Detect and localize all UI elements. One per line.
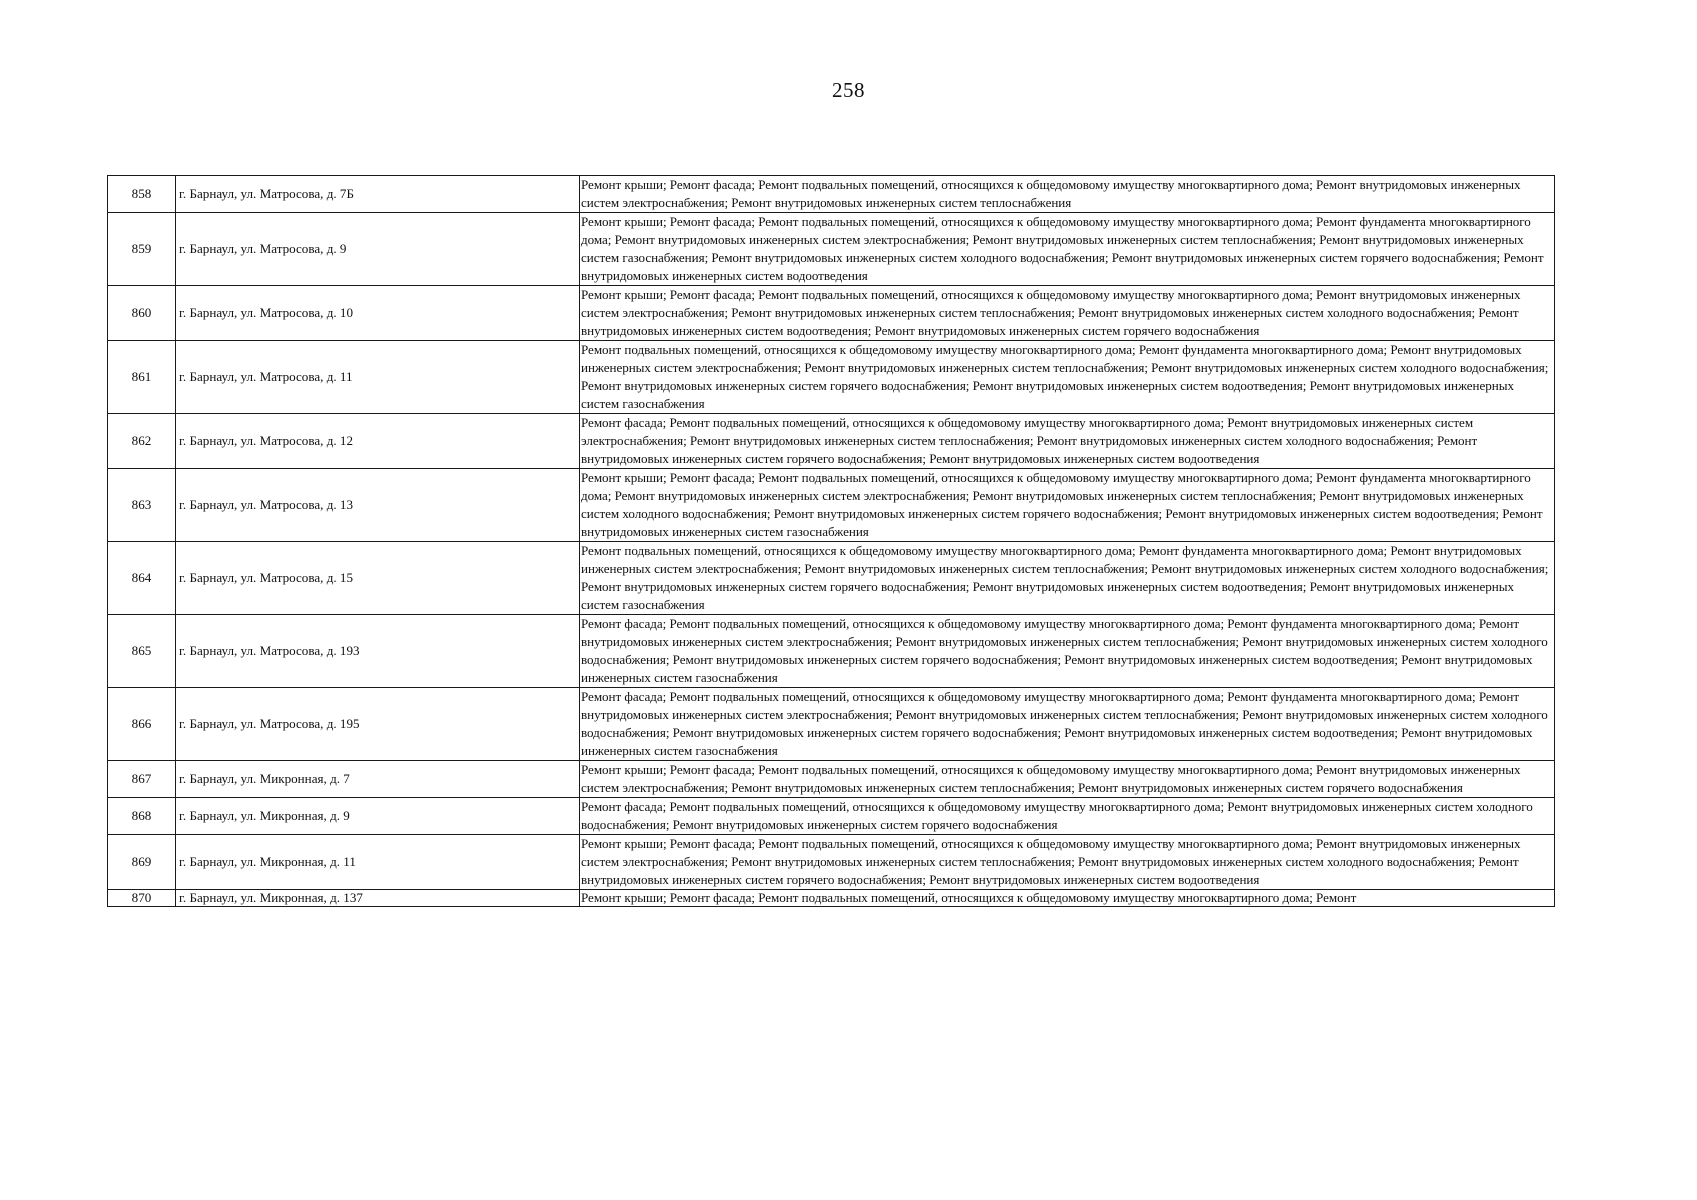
repair-works-cell: Ремонт фасада; Ремонт подвальных помещений, относящихся к общедомовому имуществу многоквартирного дома; Ремонт внутридомовых инженерных систем холодного водоснабжения; Ремонт внутридомовых инженерных систем горячего водоснабжения — [580, 798, 1555, 835]
repair-works-cell: Ремонт подвальных помещений, относящихся к общедомовому имуществу многоквартирного дома; Ремонт фундамента многоквартирного дома; Ремонт внутридомовых инженерных систем электроснабжения; Ремонт внутридомовых инженерных систем теплоснабжения; Ремонт внутридомовых инженерных систем холодного водоснабжения; Ремонт внутридомовых инженерных систем горячего водоснабжения; Ремонт внутридомовых инженерных систем водоотведения; Ремонт внутридомовых инженерных систем газоснабжения — [580, 341, 1555, 414]
row-number-cell: 860 — [108, 286, 176, 341]
address-cell: г. Барнаул, ул. Матросова, д. 195 — [176, 688, 580, 761]
address-cell: г. Барнаул, ул. Матросова, д. 13 — [176, 469, 580, 542]
table-row — [108, 213, 1555, 286]
address-cell: г. Барнаул, ул. Матросова, д. 10 — [176, 286, 580, 341]
address-cell: г. Барнаул, ул. Микронная, д. 9 — [176, 798, 580, 835]
row-number-cell: 867 — [108, 761, 176, 798]
repair-works-cell: Ремонт крыши; Ремонт фасада; Ремонт подвальных помещений, относящихся к общедомовому имуществу многоквартирного дома; Ремонт — [580, 890, 1555, 907]
address-cell: г. Барнаул, ул. Микронная, д. 137 — [176, 890, 580, 907]
repair-works-cell: Ремонт крыши; Ремонт фасада; Ремонт подвальных помещений, относящихся к общедомовому имуществу многоквартирного дома; Ремонт фундамента многоквартирного дома; Ремонт внутридомовых инженерных систем электроснабжения; Ремонт внутридомовых инженерных систем теплоснабжения; Ремонт внутридомовых инженерных систем газоснабжения; Ремонт внутридомовых инженерных систем холодного водоснабжения; Ремонт внутридомовых инженерных систем горячего водоснабжения; Ремонт внутридомовых инженерных систем водоотведения — [580, 213, 1555, 286]
address-cell: г. Барнаул, ул. Матросова, д. 193 — [176, 615, 580, 688]
row-number-cell: 866 — [108, 688, 176, 761]
table-row — [108, 761, 1555, 798]
address-cell: г. Барнаул, ул. Микронная, д. 7 — [176, 761, 580, 798]
row-number-cell: 862 — [108, 414, 176, 469]
address-cell: г. Барнаул, ул. Микронная, д. 11 — [176, 835, 580, 890]
row-number-cell: 864 — [108, 542, 176, 615]
table-row — [108, 615, 1555, 688]
row-number-cell: 870 — [108, 890, 176, 907]
address-cell: г. Барнаул, ул. Матросова, д. 9 — [176, 213, 580, 286]
row-number-cell: 869 — [108, 835, 176, 890]
table-row — [108, 176, 1555, 213]
repair-register-table — [107, 175, 1555, 907]
repair-works-cell: Ремонт фасада; Ремонт подвальных помещений, относящихся к общедомовому имуществу многоквартирного дома; Ремонт фундамента многоквартирного дома; Ремонт внутридомовых инженерных систем электроснабжения; Ремонт внутридомовых инженерных систем теплоснабжения; Ремонт внутридомовых инженерных систем холодного водоснабжения; Ремонт внутридомовых инженерных систем горячего водоснабжения; Ремонт внутридомовых инженерных систем водоотведения; Ремонт внутридомовых инженерных систем газоснабжения — [580, 688, 1555, 761]
address-cell: г. Барнаул, ул. Матросова, д. 11 — [176, 341, 580, 414]
repair-works-cell: Ремонт фасада; Ремонт подвальных помещений, относящихся к общедомовому имуществу многоквартирного дома; Ремонт фундамента многоквартирного дома; Ремонт внутридомовых инженерных систем электроснабжения; Ремонт внутридомовых инженерных систем теплоснабжения; Ремонт внутридомовых инженерных систем холодного водоснабжения; Ремонт внутридомовых инженерных систем горячего водоснабжения; Ремонт внутридомовых инженерных систем водоотведения; Ремонт внутридомовых инженерных систем газоснабжения — [580, 615, 1555, 688]
table-row — [108, 890, 1555, 907]
table-row — [108, 469, 1555, 542]
repair-works-cell: Ремонт фасада; Ремонт подвальных помещений, относящихся к общедомовому имуществу многоквартирного дома; Ремонт внутридомовых инженерных систем электроснабжения; Ремонт внутридомовых инженерных систем теплоснабжения; Ремонт внутридомовых инженерных систем холодного водоснабжения; Ремонт внутридомовых инженерных систем горячего водоснабжения; Ремонт внутридомовых инженерных систем водоотведения — [580, 414, 1555, 469]
table-row — [108, 688, 1555, 761]
row-number-cell: 865 — [108, 615, 176, 688]
table-row — [108, 286, 1555, 341]
table-row — [108, 341, 1555, 414]
address-cell: г. Барнаул, ул. Матросова, д. 7Б — [176, 176, 580, 213]
repair-works-cell: Ремонт крыши; Ремонт фасада; Ремонт подвальных помещений, относящихся к общедомовому имуществу многоквартирного дома; Ремонт внутридомовых инженерных систем электроснабжения; Ремонт внутридомовых инженерных систем теплоснабжения; Ремонт внутридомовых инженерных систем горячего водоснабжения — [580, 761, 1555, 798]
page-number: 258 — [832, 78, 865, 102]
row-number-cell: 868 — [108, 798, 176, 835]
repair-works-cell: Ремонт крыши; Ремонт фасада; Ремонт подвальных помещений, относящихся к общедомовому имуществу многоквартирного дома; Ремонт внутридомовых инженерных систем электроснабжения; Ремонт внутридомовых инженерных систем теплоснабжения; Ремонт внутридомовых инженерных систем холодного водоснабжения; Ремонт внутридомовых инженерных систем водоотведения; Ремонт внутридомовых инженерных систем горячего водоснабжения — [580, 286, 1555, 341]
table-row — [108, 835, 1555, 890]
repair-works-cell: Ремонт подвальных помещений, относящихся к общедомовому имуществу многоквартирного дома; Ремонт фундамента многоквартирного дома; Ремонт внутридомовых инженерных систем электроснабжения; Ремонт внутридомовых инженерных систем теплоснабжения; Ремонт внутридомовых инженерных систем холодного водоснабжения; Ремонт внутридомовых инженерных систем горячего водоснабжения; Ремонт внутридомовых инженерных систем водоотведения; Ремонт внутридомовых инженерных систем газоснабжения — [580, 542, 1555, 615]
repair-works-cell: Ремонт крыши; Ремонт фасада; Ремонт подвальных помещений, относящихся к общедомовому имуществу многоквартирного дома; Ремонт внутридомовых инженерных систем электроснабжения; Ремонт внутридомовых инженерных систем теплоснабжения — [580, 176, 1555, 213]
row-number-cell: 863 — [108, 469, 176, 542]
table-row — [108, 542, 1555, 615]
address-cell: г. Барнаул, ул. Матросова, д. 15 — [176, 542, 580, 615]
table-row — [108, 798, 1555, 835]
repair-works-cell: Ремонт крыши; Ремонт фасада; Ремонт подвальных помещений, относящихся к общедомовому имуществу многоквартирного дома; Ремонт внутридомовых инженерных систем электроснабжения; Ремонт внутридомовых инженерных систем теплоснабжения; Ремонт внутридомовых инженерных систем холодного водоснабжения; Ремонт внутридомовых инженерных систем горячего водоснабжения; Ремонт внутридомовых инженерных систем водоотведения — [580, 835, 1555, 890]
table-row — [108, 414, 1555, 469]
row-number-cell: 859 — [108, 213, 176, 286]
row-number-cell: 861 — [108, 341, 176, 414]
repair-works-cell: Ремонт крыши; Ремонт фасада; Ремонт подвальных помещений, относящихся к общедомовому имуществу многоквартирного дома; Ремонт фундамента многоквартирного дома; Ремонт внутридомовых инженерных систем электроснабжения; Ремонт внутридомовых инженерных систем теплоснабжения; Ремонт внутридомовых инженерных систем холодного водоснабжения; Ремонт внутридомовых инженерных систем горячего водоснабжения; Ремонт внутридомовых инженерных систем водоотведения; Ремонт внутридомовых инженерных систем газоснабжения — [580, 469, 1555, 542]
address-cell: г. Барнаул, ул. Матросова, д. 12 — [176, 414, 580, 469]
row-number-cell: 858 — [108, 176, 176, 213]
